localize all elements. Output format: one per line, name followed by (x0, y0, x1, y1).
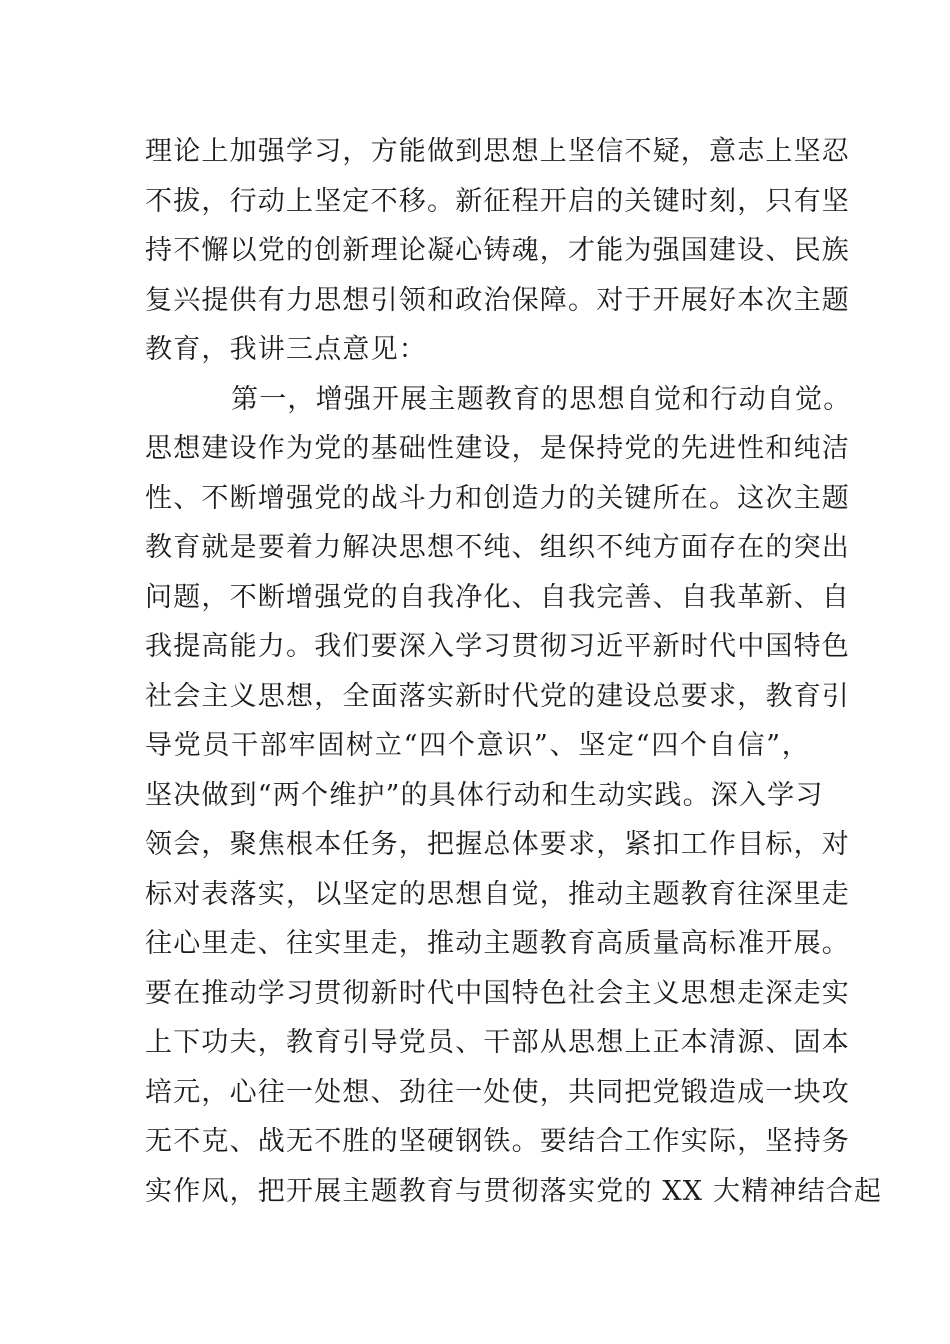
text-line: 性、不断增强党的战斗力和创造力的关键所在。这次主题 (145, 482, 850, 514)
text-line: 复兴提供有力思想引领和政治保障。对于开展好本次主题 (145, 284, 850, 316)
text-line: 教育就是要着力解决思想不纯、组织不纯方面存在的突出 (145, 532, 850, 563)
text-line: 不拔，行动上坚定不移。新征程开启的关键时刻，只有坚 (145, 185, 850, 217)
text-line: 思想建设作为党的基础性建设，是保持党的先进性和纯洁 (145, 433, 850, 464)
section-heading-line: 第一，增强开展主题教育的思想自觉和行动自觉。 (231, 383, 852, 415)
text-line: 要在推动学习贯彻新时代中国特色社会主义思想走深走实 (145, 977, 850, 1009)
text-line: 培元，心往一处想、劲往一处使，共同把党锻造成一块攻 (145, 1076, 850, 1108)
text-line: 无不克、战无不胜的坚硬钢铁。要结合工作实际，坚持务 (145, 1126, 850, 1157)
text-line: 导党员干部牢固树立“四个意识”、坚定“四个自信”， (145, 730, 810, 761)
text-line: 上下功夫，教育引导党员、干部从思想上正本清源、固本 (145, 1027, 850, 1058)
text-line: 我提高能力。我们要深入学习贯彻习近平新时代中国特色 (145, 631, 850, 662)
text-line: 问题，不断增强党的自我净化、自我完善、自我革新、自 (145, 581, 850, 613)
text-line: 往心里走、往实里走，推动主题教育高质量高标准开展。 (145, 928, 850, 959)
text-line: 坚决做到“两个维护”的具体行动和生动实践。深入学习 (145, 779, 824, 811)
text-line: 教育，我讲三点意见： (145, 334, 427, 365)
text-line: 理论上加强学习，方能做到思想上坚信不疑，意志上坚忍 (145, 136, 850, 167)
text-line: 领会，聚焦根本任务，把握总体要求，紧扣工作目标，对 (145, 829, 850, 860)
text-line: 标对表落实，以坚定的思想自觉，推动主题教育往深里走 (145, 878, 850, 910)
text-line: 实作风，把开展主题教育与贯彻落实党的 XX 大精神结合起 (145, 1175, 883, 1207)
text-line: 社会主义思想，全面落实新时代党的建设总要求，教育引 (145, 680, 850, 712)
body-text (145, 127, 883, 1216)
text-line: 持不懈以党的创新理论凝心铸魂，才能为强国建设、民族 (145, 235, 850, 266)
